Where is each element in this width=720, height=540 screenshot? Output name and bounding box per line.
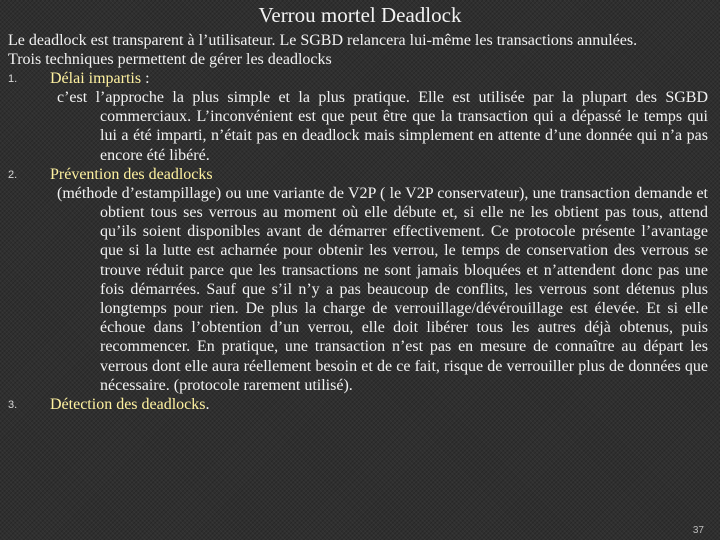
slide-content (8, 31, 708, 414)
list-item-title (8, 69, 708, 88)
list-number: 1. (8, 73, 18, 85)
slide-title: Verrou mortel Deadlock (258, 3, 462, 27)
list-item-3 (8, 395, 708, 414)
list-number: 3. (8, 399, 18, 412)
list-item-1 (8, 69, 708, 165)
list-item-title-text: Prévention des deadlocks (50, 165, 213, 183)
list-number: 2. (8, 168, 18, 181)
list-item-title (8, 165, 708, 184)
list-item-title-suffix: : (141, 70, 150, 87)
lead-paragraph: Trois techniques permettent de gérer les deadlocks (8, 51, 332, 68)
list-item-title-suffix: . (205, 396, 210, 414)
intro-paragraph: Le deadlock est transparent à l’utilisateur. Le SGBD relancera lui-même les transactions annulées. (8, 32, 638, 49)
page-number: 37 (692, 525, 704, 536)
list-item-text: c’est l’approche la plus simple et la plus pratique. Elle est utilisée par la plupart des SGBD commerciaux. L’inconvénient est que peut être que la transaction qui a dépassé le temps qui lui a été imparti, n’était pas en deadlock mais simplement en attente d’une donnée qui n’a pas encore été libéré. (57, 89, 708, 164)
list-item-title-text: Détection des deadlocks (50, 396, 206, 414)
list-item-title-text: Délai impartis (50, 70, 142, 87)
list-item-title (8, 395, 708, 414)
list-item-2 (8, 165, 708, 395)
list-item-text: (méthode d’estampillage) ou une variante de V2P ( le V2P conservateur), une transaction demande et obtient tous ses verrous au moment où elle débute et, si elle ne les obtient pas tous, attend qu’ils soient disponibles avant de démarrer effectivement. Ce protocole présente l’avantage que si la lutte est acharnée pour obtenir les verrou, le temps de conservation des verrous se trouve réduit parce que les transactions ne sont jamais bloquées et n’attendent donc pas une fois démarrées. Sauf que s’il n’y a pas beaucoup de conflits, les verrous sont détenus plus longtemps pour rien. De plus la charge de verrouillage/dévérouillage est élevée. Et si elle échoue dans l’obtention d’un verrou, elle doit libérer tous les autres déjà obtenus, puis recommencer. En pratique, une transaction n’est pas en mesure de connaître au départ les verrous dont elle aura réellement besoin et de ce fait, risque de verrouiller plus de données que nécessaire. (protocole rarement utilisé). (57, 184, 708, 394)
